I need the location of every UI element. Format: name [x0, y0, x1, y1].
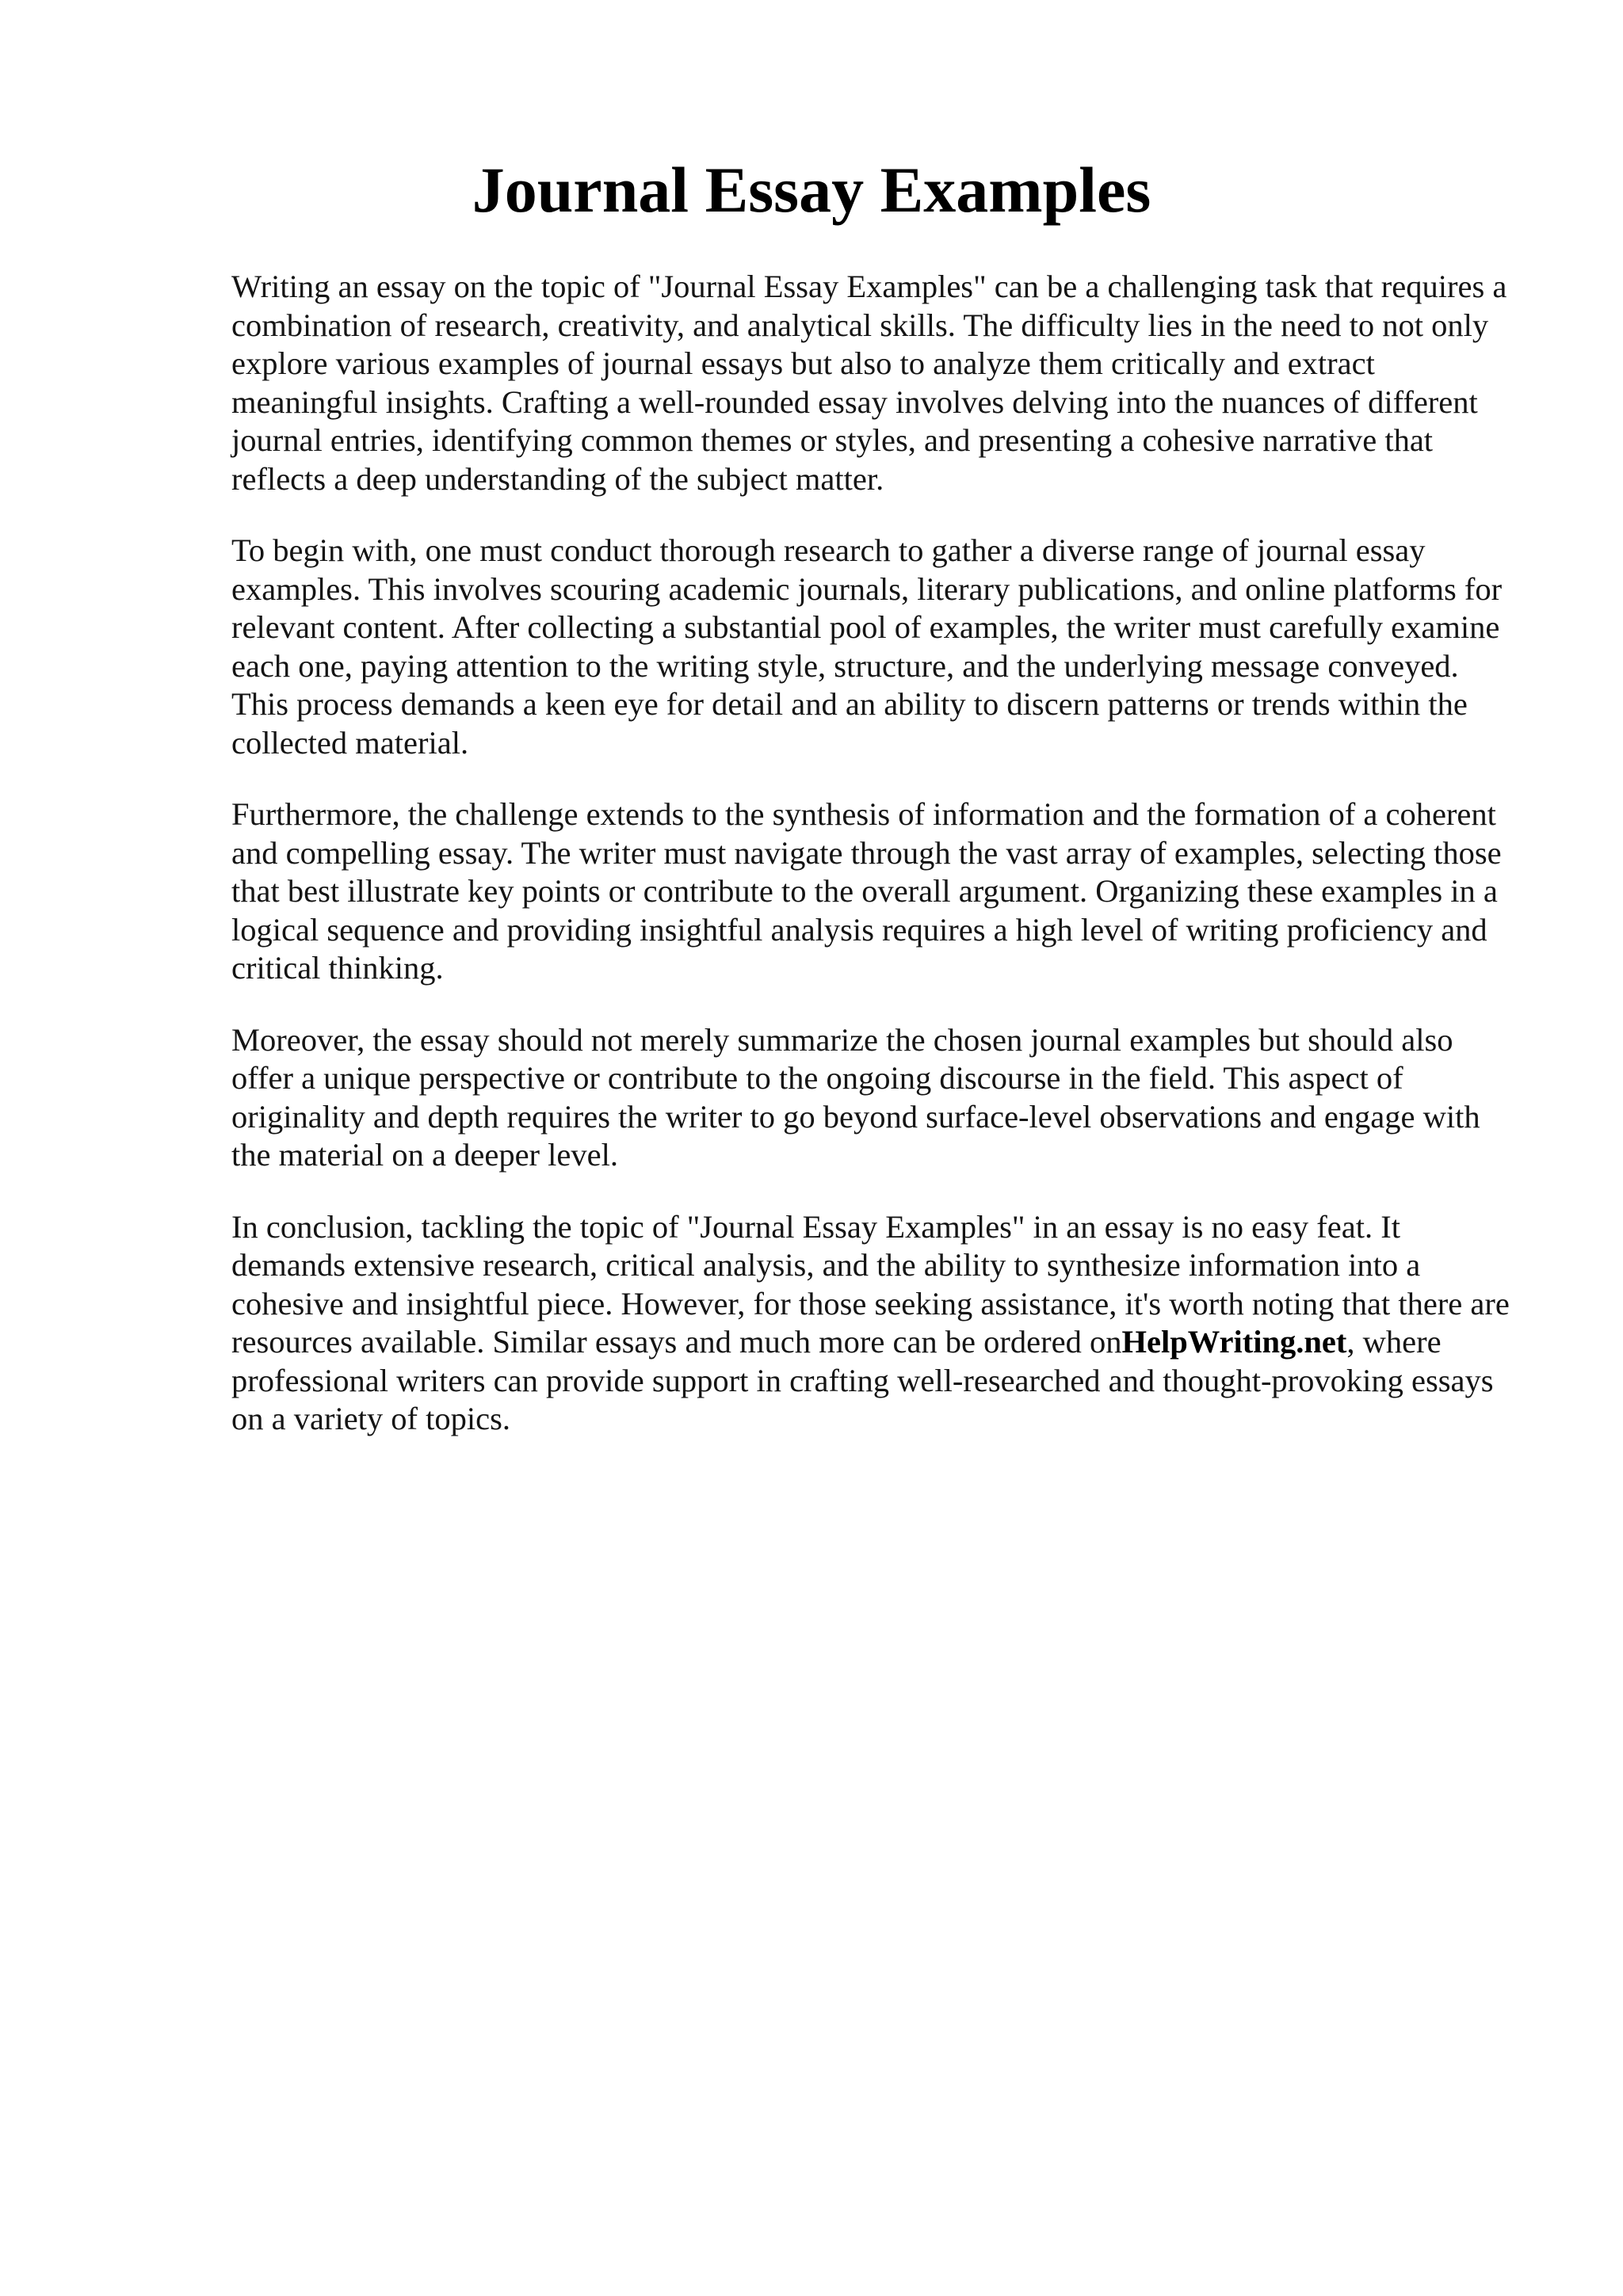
paragraph-intro: Writing an essay on the topic of "Journal Essay Examples" can be a challenging task that requires a combination of research, creativity, and analytical skills. The difficulty lies in the need to not only explore various examples of journal essays but also to analyze them critically and extract meaningful insights. Crafting a well-rounded essay involves delving into the nuances of different journal entries, identifying common themes or styles, and presenting a cohesive narrative that reflects a deep understanding of the subject matter.	[231, 269, 1507, 497]
paragraph-conclusion	[231, 1208, 1522, 1439]
conclusion-text: In conclusion, tackling the topic of "Journal Essay Examples" in an essay is no easy feat. It demands extensive research, critical analysis, and the ability to synthesize information into a cohesive and insightful piece. However, for those seeking assistance, it's worth noting that there are resources available. Similar essays and much more can be ordered on	[231, 1208, 1510, 1360]
conclusion-tail-text: , where professional writers can provide support in crafting well-researched and thought-provoking essays on a variety of topics.	[231, 1324, 1494, 1436]
page-title: Journal Essay Examples	[472, 154, 1151, 226]
paragraph-research: To begin with, one must conduct thorough research to gather a diverse range of journal essay examples. This involves scouring academic journals, literary publications, and online platforms for relevant content. After collecting a substantial pool of examples, the writer must carefully examine each one, paying attention to the writing style, structure, and the underlying message conveyed. This process demands a keen eye for detail and an ability to discern patterns or trends within the collected material.	[231, 532, 1503, 761]
paragraph-synthesis: Furthermore, the challenge extends to the synthesis of information and the formation of a coherent and compelling essay. The writer must navigate through the vast array of examples, selecting those that best illustrate key points or contribute to the overall argument. Organizing these examples in a logical sequence and providing insightful analysis requires a high level of writing proficiency and critical thinking.	[231, 796, 1502, 986]
paragraph-originality: Moreover, the essay should not merely summarize the chosen journal examples but should also offer a unique perspective or contribute to the ongoing discourse in the field. This aspect of originality and depth requires the writer to go beyond surface-level observations and engage with the material on a deeper level.	[231, 1021, 1480, 1173]
essay-body	[231, 268, 1522, 1472]
helpwriting-link[interactable]: HelpWriting.net	[1121, 1324, 1347, 1360]
